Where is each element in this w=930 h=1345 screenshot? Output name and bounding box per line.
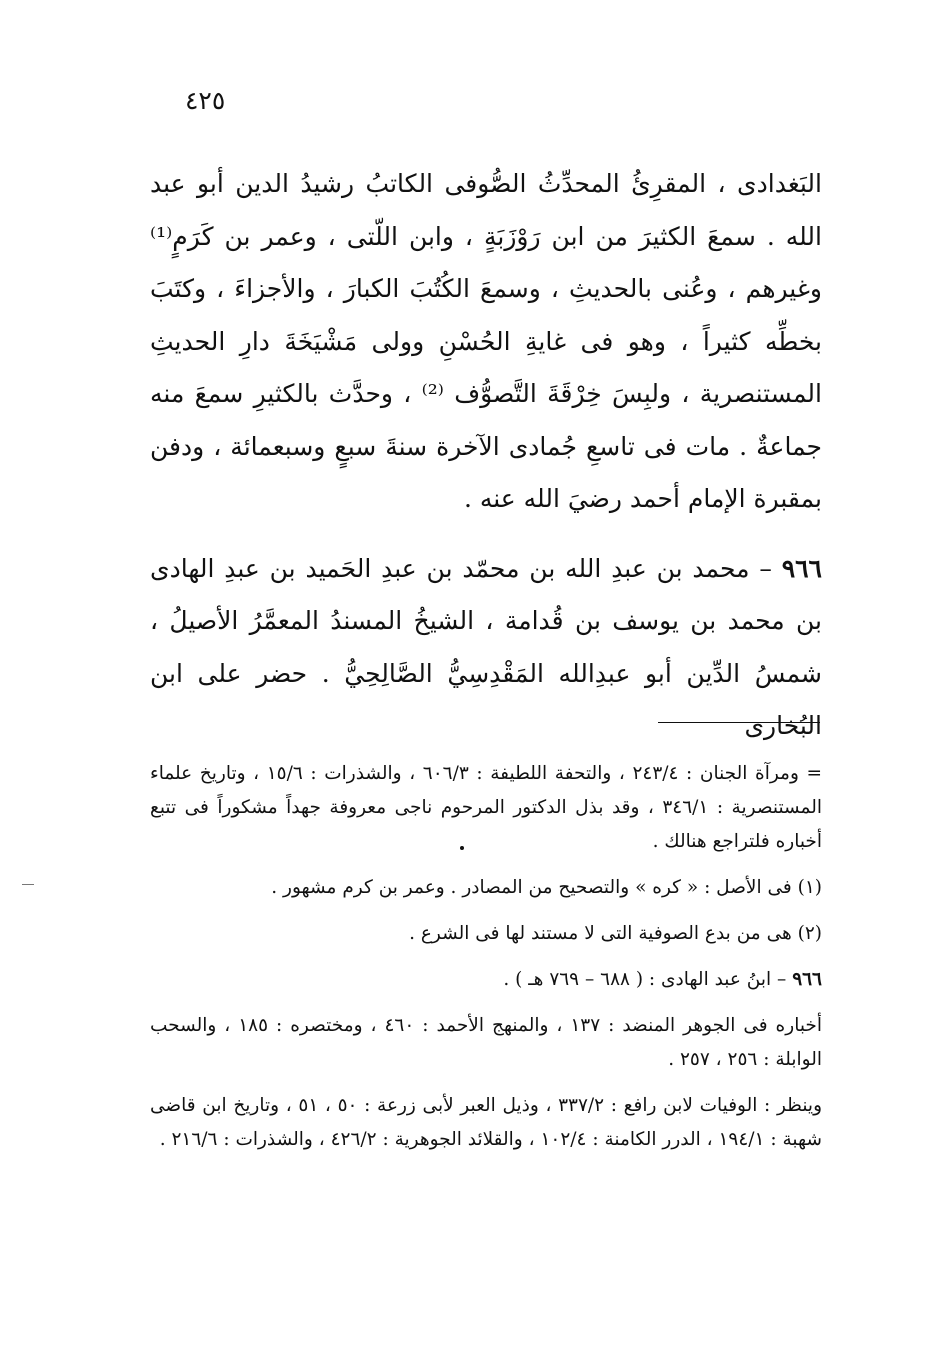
footnotes bbox=[150, 757, 822, 1157]
footnote-sources: أخباره فى الجوهر المنضد : ١٣٧ ، والمنهج الأحمد : ٤٦٠ ، ومختصره : ١٨٥ ، والسحب الوابلة : ٢٥٦ ، ٢٥٧ . bbox=[150, 1015, 822, 1070]
margin-mark bbox=[22, 884, 34, 885]
footnote-1: (١) فى الأصل : « كره » والتصحيح من المصادر . وعمر بن كرم مشهور . bbox=[271, 877, 822, 898]
footnote-entry-number: ٩٦٦ bbox=[792, 969, 822, 990]
footnote-2: (٢) هى من بدع الصوفية التى لا مستند لها فى الشرع . bbox=[409, 923, 822, 944]
footnote-see-also: وينظر : الوفيات لابن رافع : ٣٣٧/٢ ، وذيل العبر لأبى زرعة : ٥٠ ، ٥١ ، وتاريخ ابن قاضى شهبة : ١٩٤/١ ، الدرر الكامنة : ١٠٢/٤ ، والقلائد الجوهرية : ٤٢٦/٢ ، والشذرات : ٢١٦/٦ . bbox=[150, 1095, 823, 1150]
page-number: ٤٢٥ bbox=[185, 86, 226, 115]
footnote-entry-text: – ابنُ عبد الهادى : ( ٦٨٨ – ٧٦٩ هـ ) . bbox=[503, 969, 793, 990]
biography-paragraph: البَغدادى ، المقرِئُ المحدِّثُ الصُّوفى الكاتبُ رشيدُ الدين أبو عبد الله . سمعَ الكثيرَ من ابن رَوْزَبَةٍ ، وابن اللّتى ، وعمر بن كَرَمٍ⁽¹⁾ وغيرهم ، وعُنى بالحديثِ ، وسمعَ الكُتُبَ الكبارَ ، والأجزاءَ ، وكتَبَ بخطِّه كثيراً ، وهو فى غايةِ الحُسْنِ وولى مَشْيَخَةَ دارِ الحديثِ المستنصرية ، ولبِسَ خِرْقَةَ التَّصوُّف ⁽²⁾ ، وحدَّث بالكثيرِ سمعَ منه جماعةٌ . مات فى تاسعِ جُمادى الآخرة سنةَ سبعٍ وسبعمائة ، ودفن بمقبرة الإمام أحمد رضيَ الله عنه . bbox=[150, 169, 822, 513]
entry-number: ٩٦٦ bbox=[781, 553, 822, 583]
main-text bbox=[150, 158, 822, 753]
entry-paragraph bbox=[150, 543, 822, 753]
footnote-entry bbox=[150, 963, 822, 997]
footnote-continuation: = ومرآة الجنان : ٢٤٣/٤ ، والتحفة اللطيفة : ٦٠٦/٣ ، والشذرات : ١٥/٦ ، وتاريخ علماء المستنصرية : ٣٤٦/١ ، وقد بذل الدكتور المرحوم ناجى معروفة جهداً مشكوراً فى تتبع أخباره فلتراجع هنالك . bbox=[150, 763, 823, 852]
ink-dot bbox=[460, 846, 464, 850]
footnote-divider bbox=[658, 722, 820, 723]
entry-text: – محمد بن عبدِ الله بن محمّد بن عبدِ الحَميد بن عبدِ الهادى بن محمد بن يوسف بن قُدامة ، الشيخُ المسندُ المعمَّرُ الأصيلُ ، شمسُ الدِّين أبو عبدِالله المَقْدِسِيُّ الصَّالِحِيُّ . حضر على ابن البُخارى bbox=[150, 553, 822, 740]
